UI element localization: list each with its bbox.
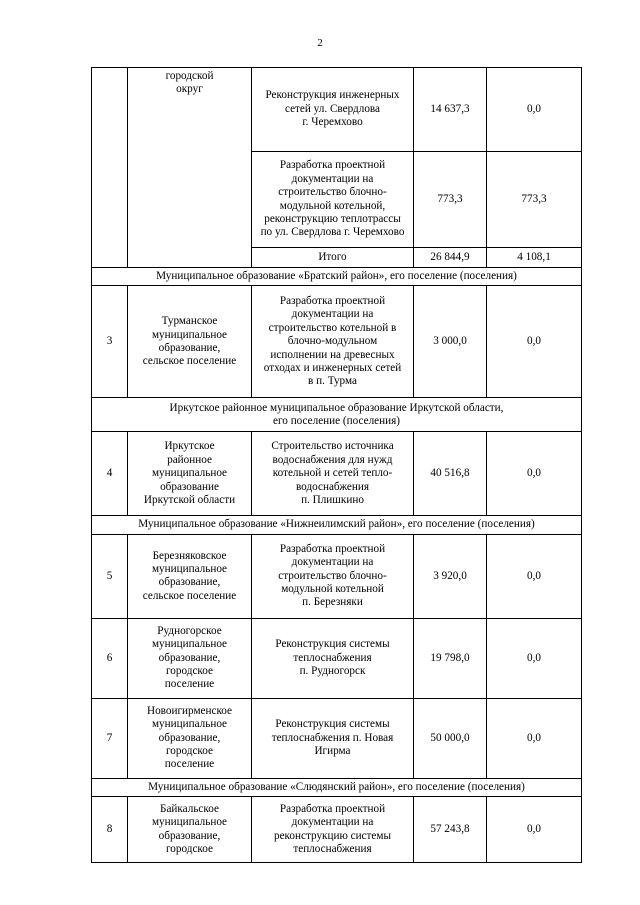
row-number: 3 [92, 286, 128, 398]
municipality-name: городской округ [128, 68, 252, 268]
table-row [92, 432, 582, 516]
municipality-name: Березняковское муниципальное образование, сельское поселение [128, 534, 252, 618]
project-description: Разработка проектной документации на строительство блочно- модульной котельной, реконструкцию теплотрассы по ул. Свердлова г. Черемхово [252, 152, 414, 248]
section-header: Муниципальное образование «Слюдянский район», его поселение (поселения) [92, 778, 582, 796]
row-number: 5 [92, 534, 128, 618]
page-number: 2 [317, 37, 323, 49]
section-header-row [92, 516, 582, 534]
total-label: Итого [252, 248, 414, 268]
total-amount-second: 4 108,1 [487, 248, 582, 268]
funding-amount: 19 798,0 [414, 618, 487, 698]
funding-amount: 57 243,8 [414, 797, 487, 863]
funding-amount-second: 0,0 [487, 618, 582, 698]
section-header-row [92, 778, 582, 796]
funding-amount-second: 773,3 [487, 152, 582, 248]
municipality-name: Рудногорское муниципальное образование, городское поселение [128, 618, 252, 698]
municipality-name: Новоигирменское муниципальное образование, городское поселение [128, 698, 252, 778]
funding-amount: 40 516,8 [414, 432, 487, 516]
project-description: Реконструкция системы теплоснабжения п. Рудногорск [252, 618, 414, 698]
funding-amount-second: 0,0 [487, 68, 582, 152]
funding-amount: 3 920,0 [414, 534, 487, 618]
section-header-row [92, 268, 582, 286]
table-row [92, 797, 582, 863]
project-description: Реконструкция инженерных сетей ул. Свердлова г. Черемхово [252, 68, 414, 152]
funding-table [91, 67, 582, 863]
table-row [92, 698, 582, 778]
table-row [92, 534, 582, 618]
funding-amount-second: 0,0 [487, 432, 582, 516]
row-number: 6 [92, 618, 128, 698]
project-description: Реконструкция системы теплоснабжения п. Новая Игирма [252, 698, 414, 778]
funding-amount: 50 000,0 [414, 698, 487, 778]
section-header: Муниципальное образование «Нижнеилимский район», его поселение (поселения) [92, 516, 582, 534]
table-row [92, 286, 582, 398]
funding-amount: 14 637,3 [414, 68, 487, 152]
project-description: Разработка проектной документации на строительство блочно- модульной котельной п. Березняки [252, 534, 414, 618]
project-description: Строительство источника водоснабжения для нужд котельной и сетей тепло- водоснабжения п. Плишкино [252, 432, 414, 516]
funding-amount-second: 0,0 [487, 534, 582, 618]
row-number: 8 [92, 797, 128, 863]
funding-amount: 3 000,0 [414, 286, 487, 398]
row-number: 7 [92, 698, 128, 778]
funding-amount-second: 0,0 [487, 286, 582, 398]
table-row [92, 618, 582, 698]
funding-amount-second: 0,0 [487, 797, 582, 863]
section-header: Муниципальное образование «Братский район», его поселение (поселения) [92, 268, 582, 286]
municipality-name: Турманское муниципальное образование, сельское поселение [128, 286, 252, 398]
row-number: 4 [92, 432, 128, 516]
row-number [92, 68, 128, 268]
project-description: Разработка проектной документации на строительство котельной в блочно-модульном исполнении на древесных отходах и инженерных сетей в п. Турма [252, 286, 414, 398]
section-header-row [92, 398, 582, 432]
funding-amount-second: 0,0 [487, 698, 582, 778]
total-amount: 26 844,9 [414, 248, 487, 268]
municipality-name: Иркутское районное муниципальное образование Иркутской области [128, 432, 252, 516]
section-header: Иркутское районное муниципальное образование Иркутской области, его поселение (поселения) [92, 398, 582, 432]
project-description: Разработка проектной документации на реконструкцию системы теплоснабжения [252, 797, 414, 863]
municipality-name: Байкальское муниципальное образование, городское [128, 797, 252, 863]
funding-table-body [92, 68, 582, 863]
funding-amount: 773,3 [414, 152, 487, 248]
table-row [92, 68, 582, 152]
